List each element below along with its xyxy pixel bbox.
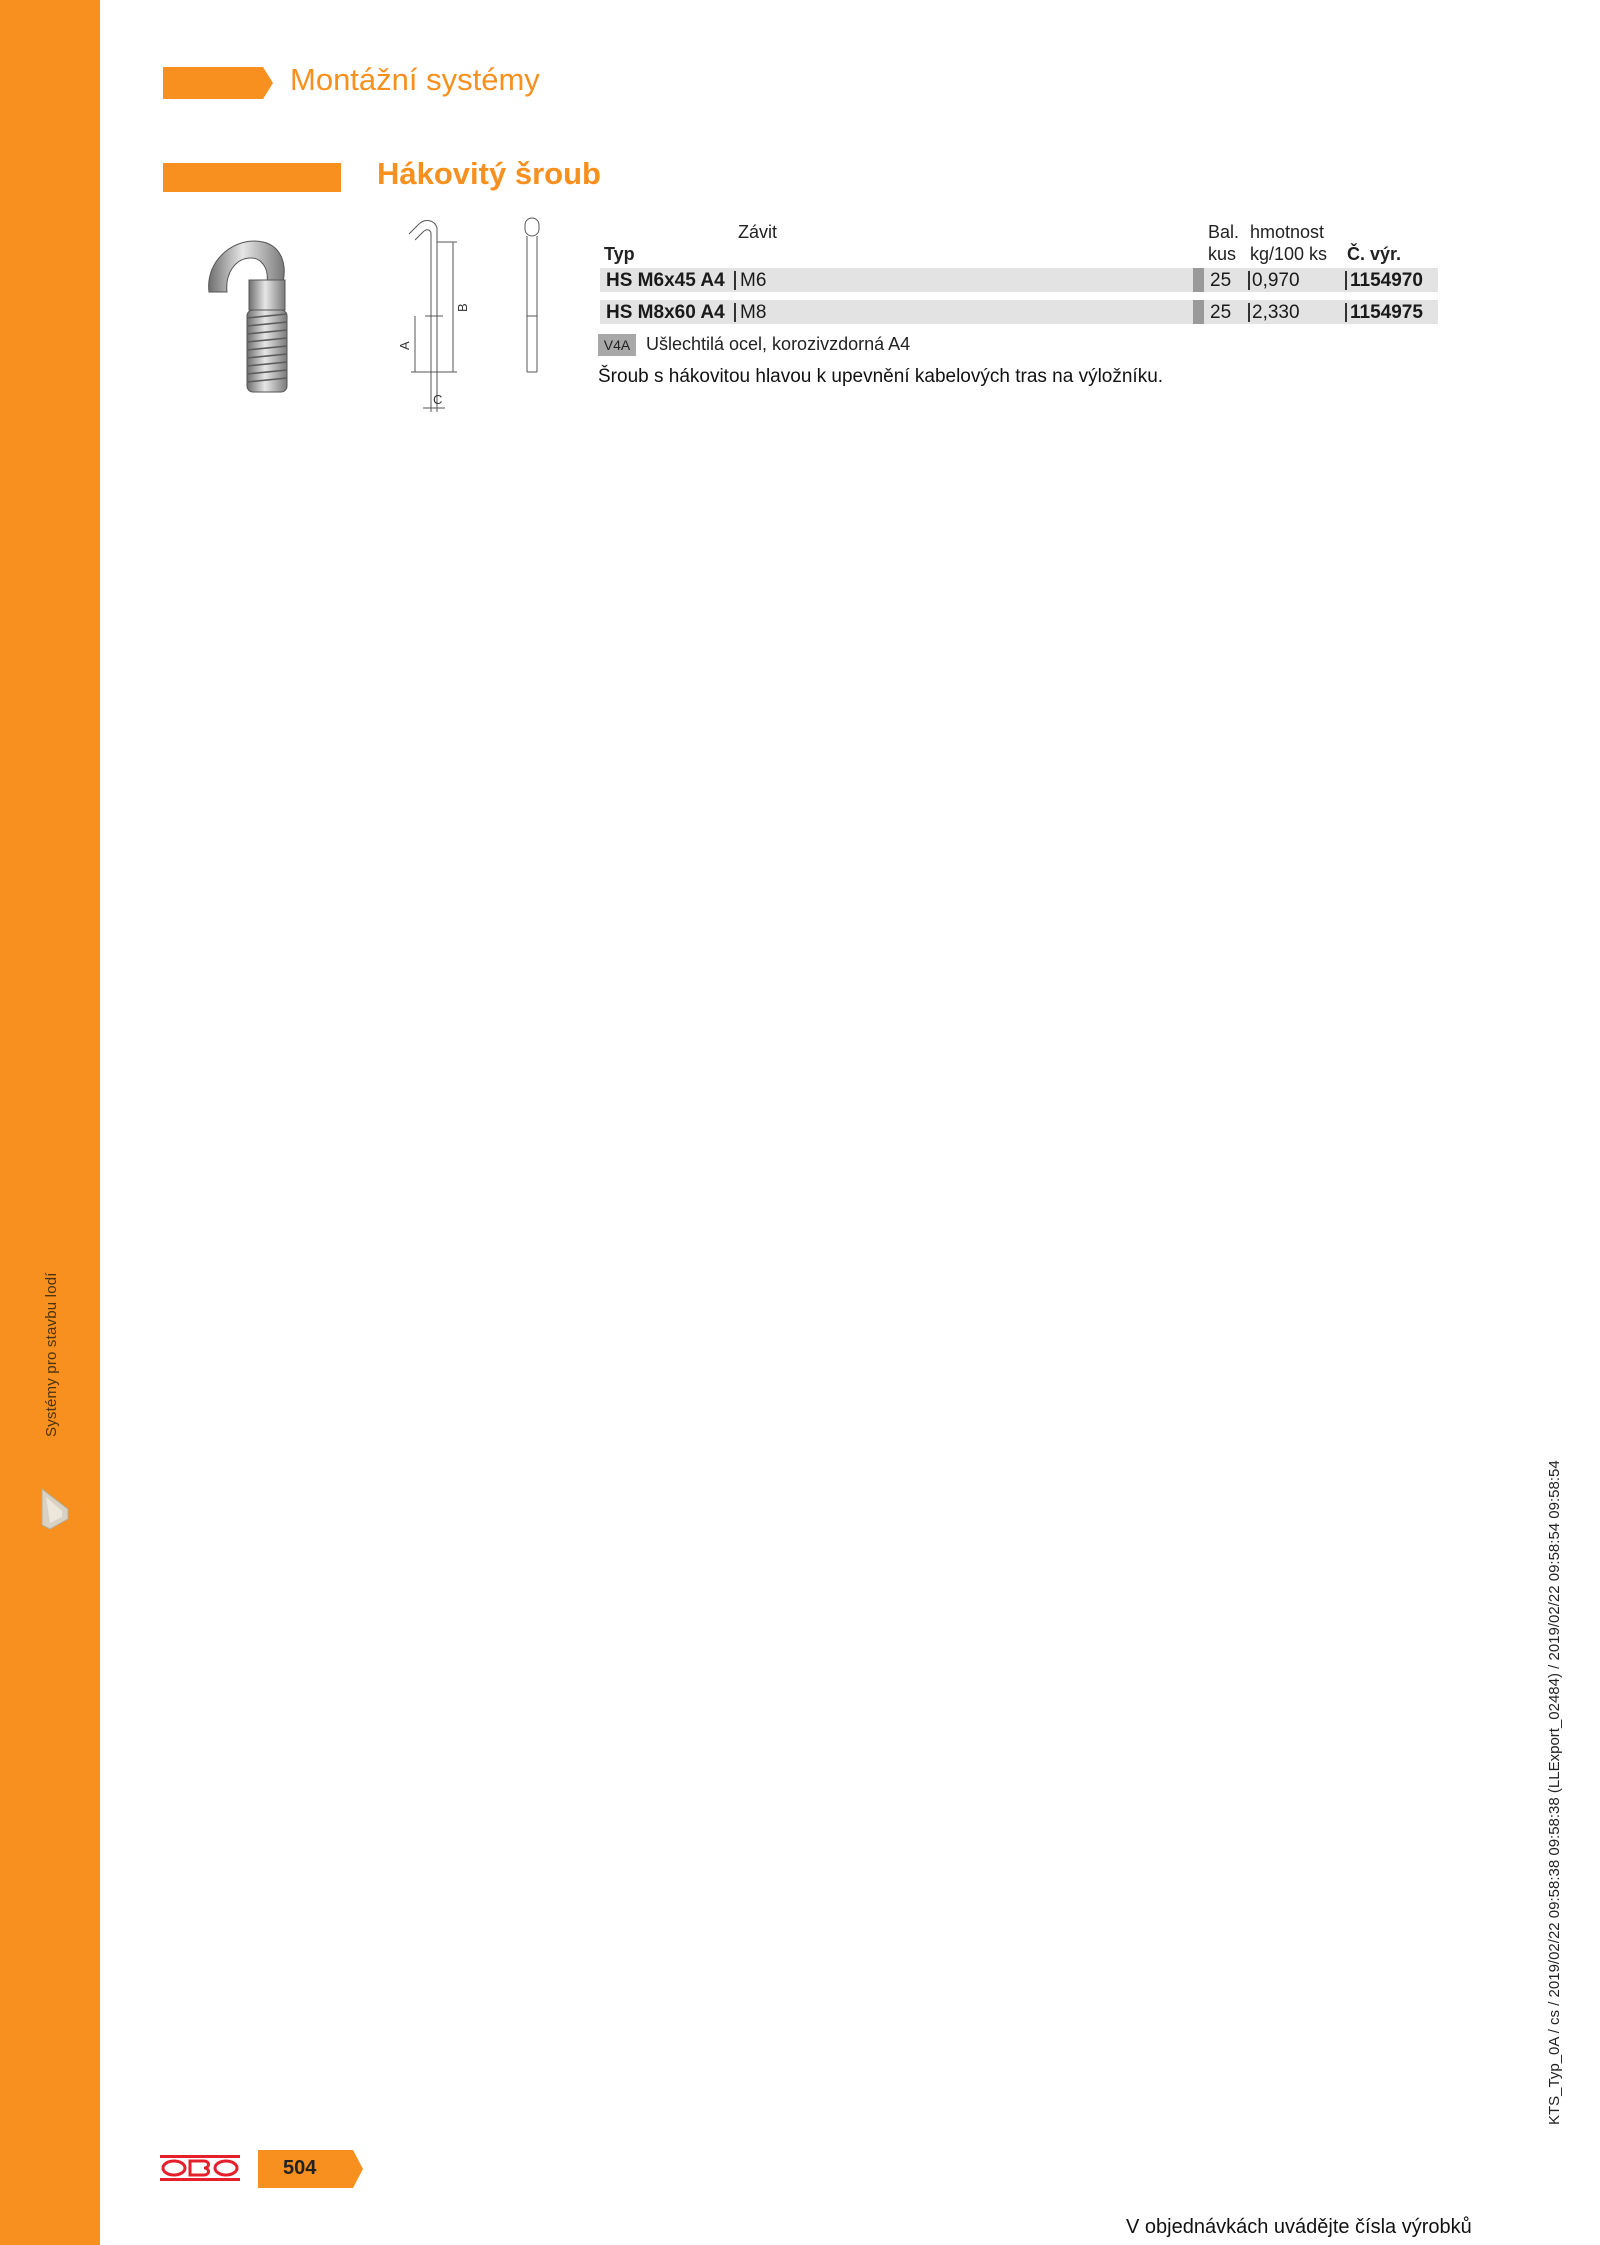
cell-bal: 25 [1210,302,1232,323]
footer-note: V objednávkách uvádějte čísla výrobků [1126,2216,1472,2238]
package-marker [1193,300,1204,324]
section-title: Montážní systémy [290,62,540,97]
product-title-bar [163,163,341,192]
product-description: Šroub s hákovitou hlavou k upevnění kabelových tras na výložníku. [598,366,1164,387]
column-divider [1345,271,1347,290]
sidebar-chapter-label: Systémy pro stavbu lodí [43,1272,60,1437]
header-cislo: Č. výr. [1347,244,1402,264]
product-title: Hákovitý šroub [377,156,601,191]
column-divider [1248,271,1250,290]
cell-hmotnost: 2,330 [1252,302,1300,323]
column-divider [734,271,736,290]
section-tab-icon [163,67,273,99]
dimension-label-a: A [397,341,412,350]
header-kg-per-100: kg/100 ks [1250,244,1328,264]
package-marker [1193,268,1204,292]
header-kus: kus [1208,244,1237,264]
obo-logo [160,2155,240,2181]
hook-screw-photo [195,230,305,400]
dimension-label-b: B [455,303,470,312]
header-hmotnost: hmotnost [1250,222,1325,242]
cell-hmotnost: 0,970 [1252,270,1300,291]
page-number: 504 [283,2157,317,2179]
column-divider [1248,303,1250,322]
header-bal: Bal. [1208,222,1240,242]
cell-bal: 25 [1210,270,1232,291]
cell-zavit: M8 [740,302,767,323]
column-divider [734,303,736,322]
column-divider [1345,303,1347,322]
header-typ: Typ [604,244,635,264]
cell-cislo: 1154970 [1350,270,1423,291]
header-zavit: Závit [738,222,778,242]
table-row [600,268,1438,292]
table-row [600,300,1438,324]
cell-zavit: M6 [740,270,767,291]
sidebar [0,0,100,2245]
hook-screw-dimension-drawing [395,212,555,417]
material-badge: V4A [598,334,636,356]
cell-typ: HS M8x60 A4 [606,302,725,323]
cell-typ: HS M6x45 A4 [606,270,725,291]
ship-icon [38,1485,74,1535]
cell-cislo: 1154975 [1350,302,1423,323]
export-meta: KTS_Typ_0A / cs / 2019/02/22 09:58:38 09:58:38 (LLExport_02484) / 2019/02/22 09:58:54 09:58:54 [1546,1460,1563,2125]
dimension-label-c: C [433,392,443,407]
material-text: Ušlechtilá ocel, korozivzdorná A4 [646,334,911,354]
